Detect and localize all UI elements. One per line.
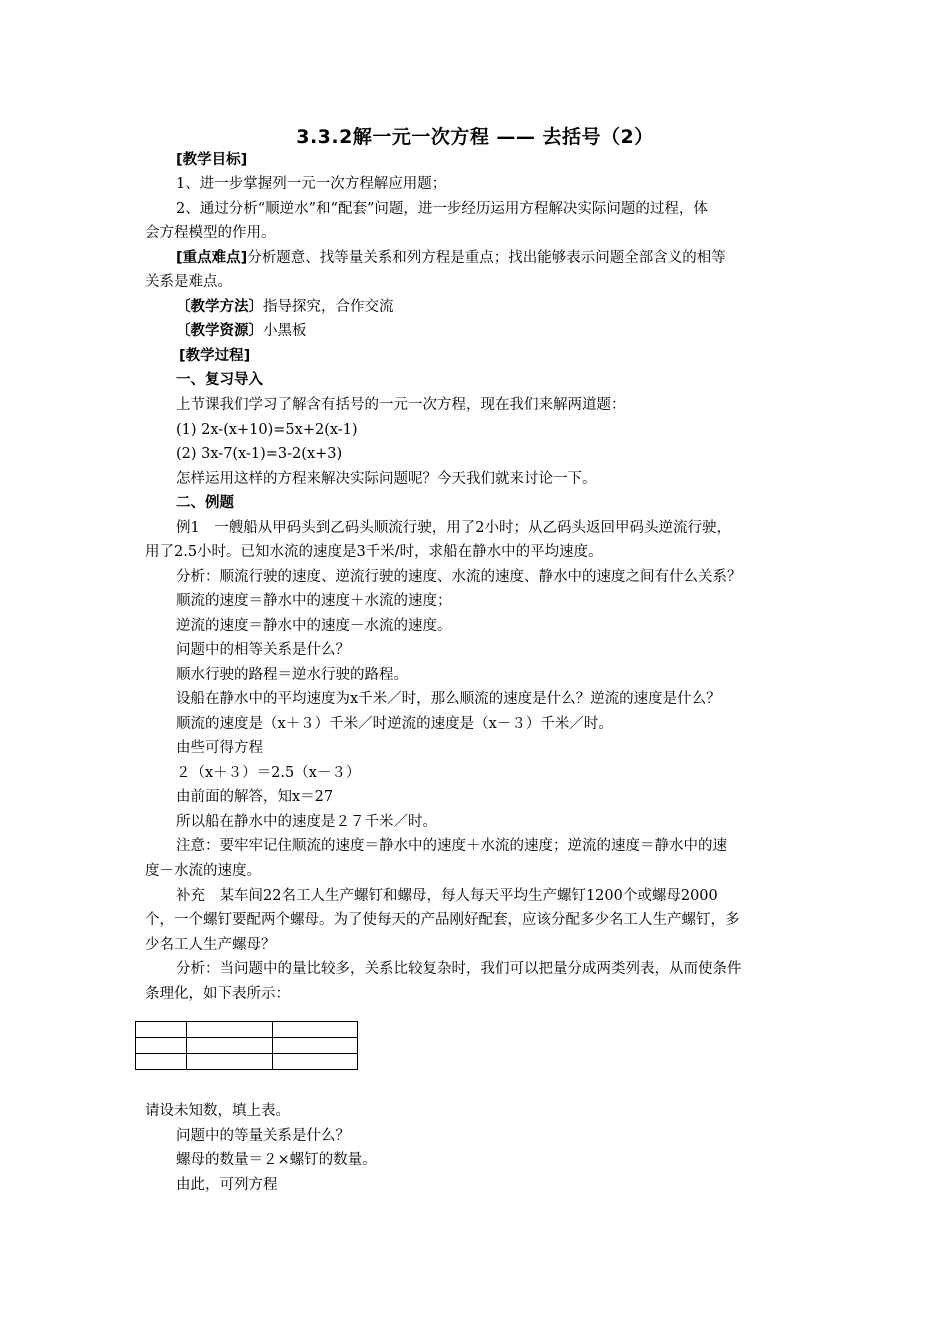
goal-item-2: 2、通过分析“顺逆水”和“配套”问题，进一步经历运用方程解决实际问题的过程，体 (176, 201, 708, 217)
table-row (136, 1054, 358, 1070)
speed-expressions: 顺流的速度是（x＋３）千米／时逆流的速度是（x－３）千米／时。 (176, 716, 613, 732)
key-points-line (145, 246, 841, 271)
page-title: 3.3.2解一元一次方程 —— 去括号（2） (296, 126, 654, 148)
table-cell (187, 1054, 273, 1070)
equation-intro-2: 由此，可列方程 (176, 1177, 278, 1193)
supplement-problem-cont-1: 个，一个螺钉要配两个螺母。为了使每天的产品刚好配套，应该分配多少名工人生产螺钉，多 (145, 912, 740, 928)
table-row (136, 1038, 358, 1054)
table-cell (273, 1054, 358, 1070)
question-equal-relation: 问题中的相等关系是什么？ (176, 642, 350, 658)
review-equation-1: (1) 2x-(x+10)=5x+2(x-1) (176, 422, 358, 438)
table-cell (273, 1022, 358, 1038)
answer: 所以船在静水中的速度是２７千米／时。 (176, 814, 437, 830)
process-heading: [教学过程] (179, 348, 251, 364)
method-label: 〔教学方法〕 (176, 299, 263, 315)
equation: ２（x＋３）＝2.5（x－３） (176, 765, 361, 781)
method-text: 指导探究，合作交流 (263, 299, 394, 315)
supplement-problem: 补充 某车间22名工人生产螺钉和螺母，每人每天平均生产螺钉1200个或螺母2000 (176, 888, 718, 904)
note: 注意：要牢牢记住顺流的速度＝静水中的速度＋水流的速度；逆流的速度＝静水中的速 (176, 838, 727, 854)
analysis-2: 分析：当问题中的量比较多，关系比较复杂时，我们可以把量分成两类列表，从而使条件 (176, 961, 742, 977)
relation-nuts-bolts: 螺母的数量＝２×螺钉的数量。 (176, 1152, 377, 1168)
resource-label: 〔教学资源〕 (176, 323, 263, 339)
resource-text: 小黑板 (263, 323, 307, 339)
example-1-text: 例1 一艘船从甲码头到乙码头顺流行驶，用了2小时；从乙码头返回甲码头逆流行驶， (176, 520, 731, 536)
answer-equal-relation: 顺水行驶的路程＝逆水行驶的路程。 (176, 667, 408, 683)
solution: 由前面的解答，知x＝27 (176, 789, 334, 805)
method-line (145, 295, 841, 320)
table-row (136, 1022, 358, 1038)
table-cell (187, 1022, 273, 1038)
review-equation-2: (2) 3x-7(x-1)=3-2(x+3) (176, 446, 343, 462)
relation-upstream: 逆流的速度＝静水中的速度－水流的速度。 (176, 618, 452, 634)
blank-table (135, 1021, 358, 1070)
goal-item-2-cont: 会方程模型的作用。 (145, 225, 276, 241)
resource-line (145, 319, 841, 344)
review-intro: 上节课我们学习了解含有括号的一元一次方程，现在我们来解两道题： (176, 397, 626, 413)
equation-intro: 由些可得方程 (176, 740, 263, 756)
table-cell (136, 1022, 187, 1038)
supplement-problem-cont-2: 少名工人生产螺母？ (145, 937, 276, 953)
note-cont: 度－水流的速度。 (145, 863, 261, 879)
section-examples-heading: 二、例题 (176, 495, 234, 511)
analysis-1: 分析：顺流行驶的速度、逆流行驶的速度、水流的速度、静水中的速度之间有什么关系？ (176, 569, 742, 585)
key-points-text: 分析题意、找等量关系和列方程是重点；找出能够表示问题全部含义的相等 (247, 250, 726, 266)
table-cell (273, 1038, 358, 1054)
fill-table-instruction: 请设未知数，填上表。 (145, 1103, 290, 1119)
table-cell (187, 1038, 273, 1054)
relation-downstream: 顺流的速度＝静水中的速度＋水流的速度； (176, 593, 452, 609)
table-cell (136, 1054, 187, 1070)
goal-item-1: 1、进一步掌握列一元一次方程解应用题； (176, 176, 447, 192)
set-unknown: 设船在静水中的平均速度为x千米／时，那么顺流的速度是什么？逆流的速度是什么？ (176, 691, 721, 707)
example-1-text-cont: 用了2.5小时。已知水流的速度是3千米/时，求船在静水中的平均速度。 (145, 544, 603, 560)
key-points-cont: 关系是难点。 (145, 274, 232, 290)
question-equal-relation-2: 问题中的等量关系是什么？ (176, 1128, 350, 1144)
goal-heading: [教学目标] (176, 152, 248, 168)
analysis-2-cont: 条理化，如下表所示： (145, 986, 290, 1002)
section-review-heading: 一、复习导入 (176, 372, 263, 388)
table-cell (136, 1038, 187, 1054)
key-points-label: [重点难点] (176, 250, 248, 266)
review-transition: 怎样运用这样的方程来解决实际问题呢？今天我们就来讨论一下。 (176, 471, 597, 487)
